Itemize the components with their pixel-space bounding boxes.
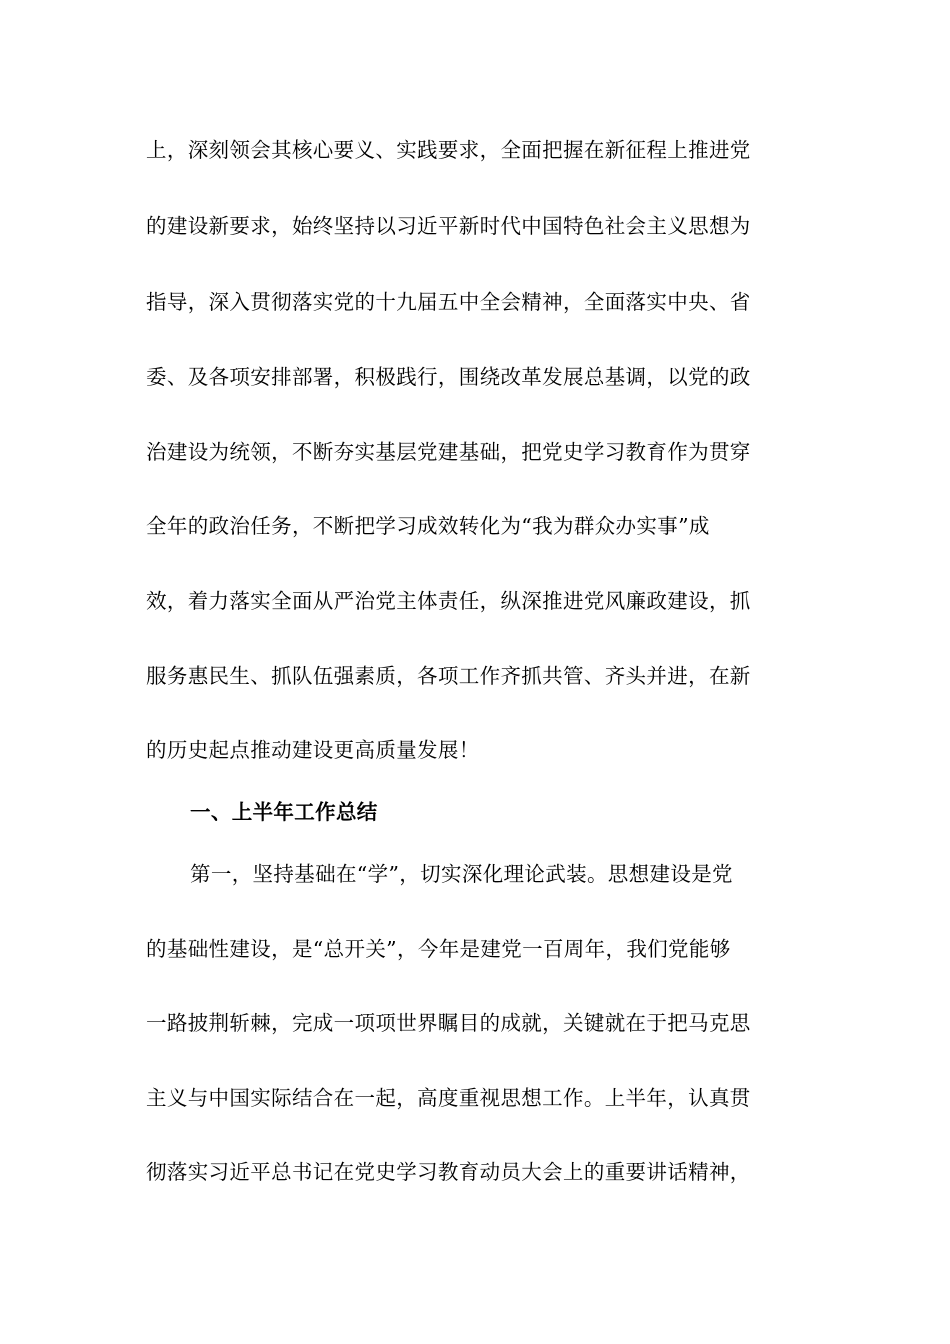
- text-line: 的建设新要求，始终坚持以习近平新时代中国特色社会主义思想为: [146, 214, 751, 238]
- text-line: 全年的政治任务，不断把学习成效转化为“我为群众办实事”成: [146, 514, 710, 538]
- text-line: 指导，深入贯彻落实党的十九届五中全会精神，全面落实中央、省: [146, 290, 751, 314]
- text-line: 一路披荆斩棘，完成一项项世界瞩目的成就，关键就在于把马克思: [146, 1011, 751, 1035]
- text-line: 治建设为统领，不断夯实基层党建基础，把党史学习教育作为贯穿: [146, 440, 751, 464]
- text-line: 的历史起点推动建设更高质量发展！: [146, 738, 480, 762]
- text-line: 第一，坚持基础在“学”，切实深化理论武装。思想建设是党: [190, 862, 733, 886]
- text-line: 上，深刻领会其核心要义、实践要求，全面把握在新征程上推进党: [146, 138, 751, 162]
- text-line: 的基础性建设，是“总开关”，今年是建党一百周年，我们党能够: [146, 937, 731, 961]
- text-line: 主义与中国实际结合在一起，高度重视思想工作。上半年，认真贯: [146, 1086, 751, 1110]
- text-line: 服务惠民生、抓队伍强素质，各项工作齐抓共管、齐头并进，在新: [146, 664, 751, 688]
- text-line: 彻落实习近平总书记在党史学习教育动员大会上的重要讲话精神，: [146, 1160, 751, 1184]
- text-line: 效，着力落实全面从严治党主体责任，纵深推进党风廉政建设，抓: [146, 589, 751, 613]
- text-line: 委、及各项安排部署，积极践行，围绕改革发展总基调，以党的政: [146, 365, 751, 389]
- section-heading: 一、上半年工作总结: [190, 800, 378, 824]
